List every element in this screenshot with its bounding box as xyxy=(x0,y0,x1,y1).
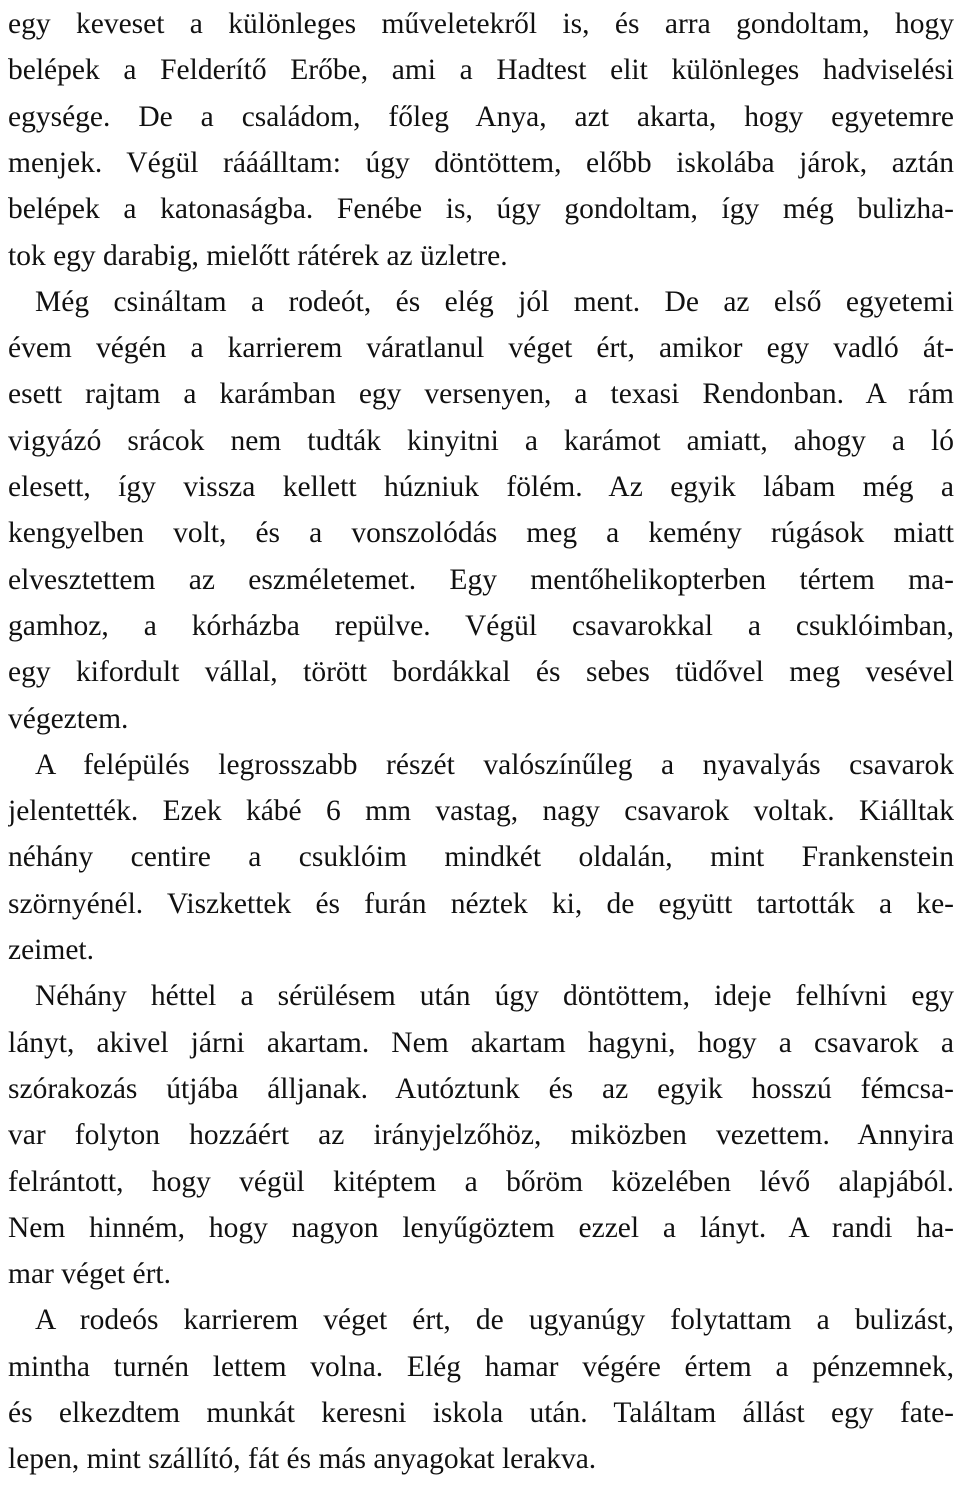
text-line: gamhoz, a kórházba repülve. Végül csavarokkal a csuklóimban, xyxy=(8,609,954,642)
paragraph-first-line: A rodeós karrierem véget ért, de ugyanúgy folytattam a bulizást, xyxy=(35,1304,954,1337)
text-line: mintha turnén lettem volna. Elég hamar végére értem a pénzemnek, xyxy=(8,1350,954,1383)
text-line: esett rajtam a karámban egy versenyen, a texasi Rendonban. A rám xyxy=(8,378,954,411)
text-line: végeztem. xyxy=(8,702,129,735)
text-line: belépek a katonaságba. Fenébe is, úgy gondoltam, így még bulizha- xyxy=(8,193,954,226)
text-line: egy kifordult vállal, törött bordákkal és sebes tüdővel meg vesével xyxy=(8,656,954,689)
paragraph-first-line: A felépülés legrosszabb részét valószínűleg a nyavalyás csavarok xyxy=(35,748,954,781)
text-line: belépek a Felderítő Erőbe, ami a Hadtest elit különleges hadviselési xyxy=(8,54,954,87)
text-line: kengyelben volt, és a vonszolódás meg a kemény rúgások miatt xyxy=(8,517,954,550)
text-line: szörnyénél. Viszkettek és furán néztek ki, de együtt tartották a ke- xyxy=(8,887,954,920)
text-line: szórakozás útjába álljanak. Autóztunk és az egyik hosszú fémcsa- xyxy=(8,1072,954,1105)
text-line: menjek. Végül rááálltam: úgy döntöttem, előbb iskolába járok, aztán xyxy=(8,146,954,179)
text-line: Nem hinném, hogy nagyon lenyűgöztem ezzel a lányt. A randi ha- xyxy=(8,1211,954,1244)
text-line: felrántott, hogy végül kitéptem a bőröm közelében lévő alapjából. xyxy=(8,1165,954,1198)
text-line: zeimet. xyxy=(8,934,94,966)
text-line: lányt, akivel járni akartam. Nem akartam hagyni, hogy a csavarok a xyxy=(8,1026,954,1059)
text-line: mar véget ért. xyxy=(8,1258,171,1291)
text-line: évem végén a karrierem váratlanul véget ért, amikor egy vadló át- xyxy=(8,332,954,365)
text-line: var folyton hozzáért az irányjelzőhöz, miközben vezettem. Annyira xyxy=(8,1119,954,1152)
text-line: egy keveset a különleges műveletekről is, és arra gondoltam, hogy xyxy=(8,8,954,40)
text-line: elvesztettem az eszméletemet. Egy mentőhelikopterben tértem ma- xyxy=(8,563,954,596)
paragraph-first-line: Még csináltam a rodeót, és elég jól ment. De az első egyetemi xyxy=(35,285,954,318)
text-line: néhány centire a csuklóim mindkét oldalán, mint Frankenstein xyxy=(8,841,954,874)
text-line: lepen, mint szállító, fát és más anyagokat lerakva. xyxy=(8,1443,597,1476)
paragraph-first-line: Néhány héttel a sérülésem után úgy döntöttem, ideje felhívni egy xyxy=(35,980,954,1013)
text-line: vigyázó srácok nem tudták kinyitni a karámot amiatt, ahogy a ló xyxy=(8,424,954,457)
text-line: egysége. De a családom, főleg Anya, azt akarta, hogy egyetemre xyxy=(8,100,954,133)
text-line: jelentették. Ezek kábé 6 mm vastag, nagy csavarok voltak. Kiálltak xyxy=(8,795,954,828)
text-line: és elkezdtem munkát keresni iskola után. Találtam állást egy fate- xyxy=(8,1397,954,1429)
text-line: tok egy darabig, mielőtt rátérek az üzletre. xyxy=(8,239,508,272)
text-line: elesett, így vissza kellett húzniuk fölém. Az egyik lábam még a xyxy=(8,471,954,503)
